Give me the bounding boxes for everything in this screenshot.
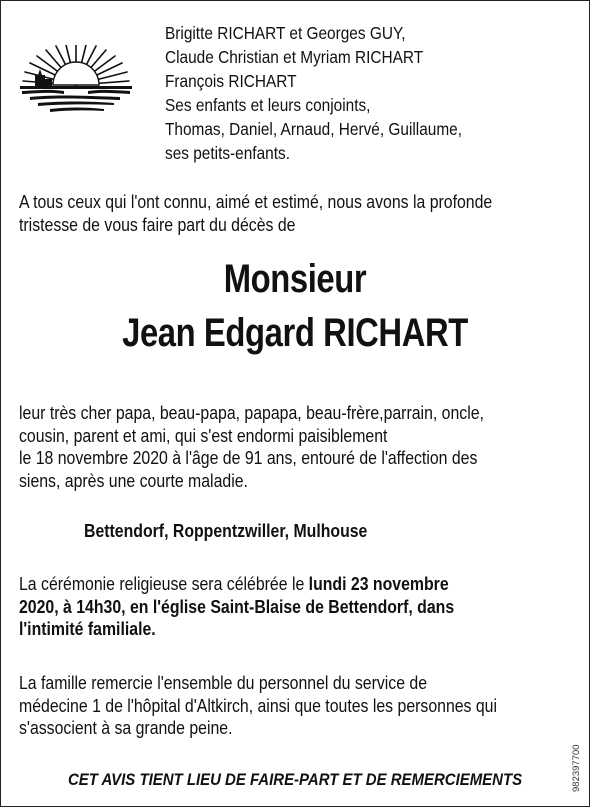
family-line: François RICHART bbox=[165, 71, 297, 91]
ceremony-line: 2020, à 14h30, en l'église Saint-Blaise de Bettendorf, dans bbox=[19, 596, 455, 617]
thanks-line: s'associent à sa grande peine. bbox=[19, 718, 233, 738]
ceremony-line bbox=[19, 573, 454, 596]
places-line: Bettendorf, Roppentzwiller, Mulhouse bbox=[84, 521, 368, 541]
thanks-paragraph bbox=[19, 672, 497, 740]
deceased-name: Jean Edgard RICHART bbox=[122, 311, 468, 355]
intro-line: A tous ceux qui l'ont connu, aimé et estimé, nous avons la profonde bbox=[19, 192, 493, 212]
bio-paragraph bbox=[19, 402, 484, 492]
sunrise-over-field-icon bbox=[20, 45, 132, 117]
bio-line: leur très cher papa, beau-papa, papapa, beau-frère,parrain, oncle, bbox=[19, 403, 484, 423]
ceremony-text: La cérémonie religieuse sera célébrée le bbox=[19, 574, 309, 594]
footer-notice bbox=[0, 770, 590, 790]
family-line: ses petits-enfants. bbox=[165, 143, 290, 163]
thanks-line: La famille remercie l'ensemble du personnel du service de bbox=[19, 673, 428, 693]
intro-paragraph bbox=[19, 191, 492, 236]
deceased-name-heading bbox=[0, 252, 590, 360]
family-line: Brigitte RICHART et Georges GUY, bbox=[165, 23, 406, 43]
bio-line: siens, après une courte maladie. bbox=[19, 470, 248, 491]
thanks-line: médecine 1 de l'hôpital d'Altkirch, ainsi que toutes les personnes qui bbox=[19, 695, 498, 716]
ceremony-line: l'intimité familiale. bbox=[19, 619, 156, 639]
ceremony-date: lundi 23 novembre bbox=[308, 574, 449, 594]
family-line: Thomas, Daniel, Arnaud, Hervé, Guillaume, bbox=[165, 119, 463, 139]
family-list bbox=[165, 21, 517, 165]
reference-number: 982397700 bbox=[571, 744, 582, 792]
bio-line: cousin, parent et ami, qui s'est endormi paisiblement bbox=[19, 425, 388, 446]
family-line: Claude Christian et Myriam RICHART bbox=[165, 47, 424, 67]
intro-line: tristesse de vous faire part du décès de bbox=[19, 214, 296, 235]
ceremony-paragraph bbox=[19, 573, 454, 641]
family-line: Ses enfants et leurs conjoints, bbox=[165, 95, 371, 115]
bio-line: le 18 novembre 2020 à l'âge de 91 ans, entouré de l'affection des bbox=[19, 448, 478, 468]
honorific: Monsieur bbox=[223, 257, 367, 301]
footer-text: CET AVIS TIENT LIEU DE FAIRE-PART ET DE REMERCIEMENTS bbox=[67, 770, 523, 789]
